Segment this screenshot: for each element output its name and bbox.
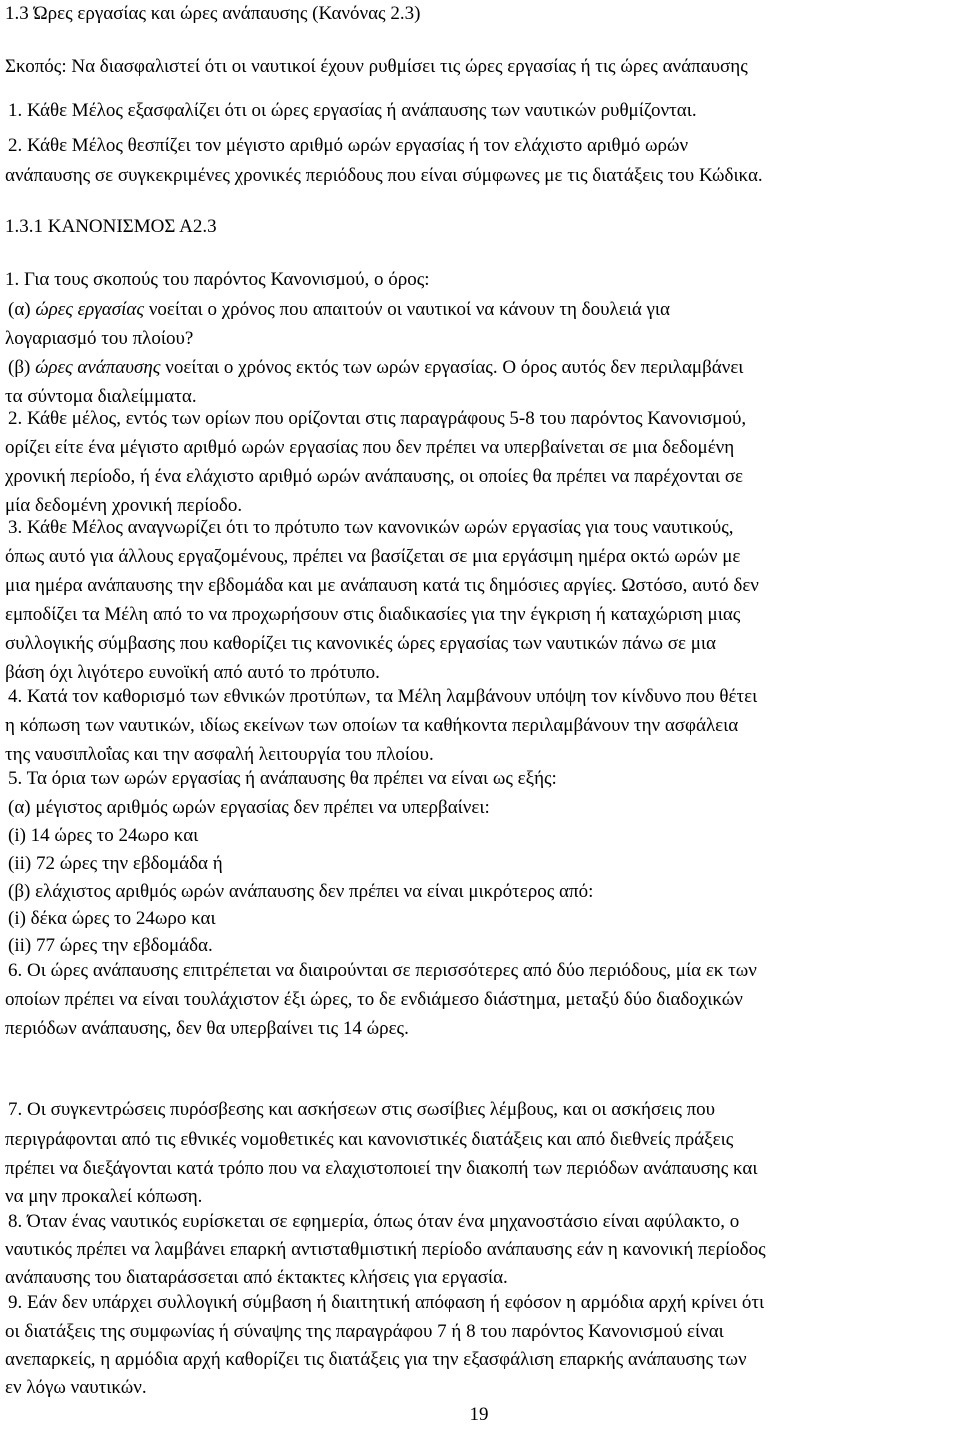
p6-line-1: 6. Οι ώρες ανάπαυσης επιτρέπεται να διαιρούνται σε περισσότερες από δύο περιόδους, μία εκ των	[8, 960, 757, 981]
p5-line-2: (α) μέγιστος αριθμός ωρών εργασίας δεν πρέπει να υπερβαίνει:	[8, 797, 490, 818]
p3-line-5: συλλογικής σύμβασης που καθορίζει τις κανονικές ώρες εργασίας των ναυτικών πάνω σε μια	[5, 633, 716, 654]
p6-line-3: περιόδων ανάπαυσης, δεν θα υπερβαίνει τις 14 ώρες.	[5, 1018, 409, 1039]
p1-a-line-2: λογαριασμό του πλοίου?	[5, 328, 194, 349]
p7-line-3: πρέπει να διεξάγονται κατά τρόπο που να ελαχιστοποιεί την διακοπή των περιόδων ανάπαυσης και	[5, 1158, 758, 1179]
p9-line-3: ανεπαρκείς, η αρμόδια αρχή καθορίζει τις διατάξεις για την εξασφάλιση επαρκής ανάπαυσης των	[5, 1349, 747, 1370]
p2-line-4: μία δεδομένη χρονική περίοδο.	[5, 495, 243, 516]
p1-b-rest: νοείται ο χρόνος εκτός των ωρών εργασίας. Ο όρος αυτός δεν περιλαμβάνει	[160, 357, 744, 378]
p5-line-4: (ii) 72 ώρες την εβδομάδα ή	[8, 853, 223, 874]
p8-line-1: 8. Όταν ένας ναυτικός ευρίσκεται σε εφημερία, όπως όταν ένα μηχανοστάσιο είναι αφύλακτο, ο	[8, 1211, 740, 1232]
p5-line-6: (i) δέκα ώρες το 24ωρο και	[8, 908, 216, 929]
p3-line-3: μια ημέρα ανάπαυσης την εβδομάδα και με ανάπαυση κατά τις δημόσιες αργίες. Ωστόσο, αυτό δεν	[5, 575, 759, 596]
p4-line-1: 4. Κατά τον καθορισμό των εθνικών προτύπων, τα Μέλη λαμβάνουν υπόψη τον κίνδυνο που θέτει	[8, 686, 758, 707]
p1-a-rest: νοείται ο χρόνος που απαιτούν οι ναυτικοί να κάνουν τη δουλειά για	[144, 299, 670, 320]
p7-line-2: περιγράφονται από τις εθνικές νομοθετικές και κανονιστικές διατάξεις και από διεθνείς πράξεις	[5, 1129, 734, 1150]
p4-line-2: η κόπωση των ναυτικών, ιδίως εκείνων των οποίων τα καθήκοντα περιλαμβάνουν την ασφάλεια	[5, 715, 739, 736]
p3-line-6: βάση όχι λιγότερο ευνοϊκή από αυτό το πρότυπο.	[5, 662, 380, 683]
p7-line-4: να μην προκαλεί κόπωση.	[5, 1186, 203, 1207]
section-heading: 1.3.1 ΚΑΝΟΝΙΣΜΟΣ Α2.3	[5, 216, 217, 237]
rule-line-2: 2. Κάθε Μέλος θεσπίζει τον μέγιστο αριθμό ωρών εργασίας ή τον ελάχιστο αριθμό ωρών	[8, 135, 689, 156]
p5-line-1: 5. Τα όρια των ωρών εργασίας ή ανάπαυσης θα πρέπει να είναι ως εξής:	[8, 768, 557, 789]
p1-b-line-2: τα σύντομα διαλείμματα.	[5, 386, 197, 407]
p9-line-1: 9. Εάν δεν υπάρχει συλλογική σύμβαση ή διαιτητική απόφαση ή εφόσον η αρμόδια αρχή κρίνει ότι	[8, 1292, 765, 1313]
p8-line-2: ναυτικός πρέπει να λαμβάνει επαρκή αντισταθμιστική περίοδο ανάπαυσης εάν η κανονική περίοδος	[5, 1239, 766, 1260]
term-working-hours: ώρες εργασίας	[35, 299, 145, 320]
p9-line-2: οι διατάξεις της συμφωνίας ή σύναψης της παραγράφου 7 ή 8 του παρόντος Κανονισμού είναι	[5, 1321, 724, 1342]
p3-line-1: 3. Κάθε Μέλος αναγνωρίζει ότι το πρότυπο των κανονικών ωρών εργασίας για τους ναυτικούς,	[8, 517, 734, 538]
p4-line-3: της ναυσιπλοΐας και την ασφαλή λειτουργία του πλοίου.	[5, 744, 434, 765]
p1-a-prefix: (α)	[8, 299, 36, 320]
p6-line-2: οποίων πρέπει να είναι τουλάχιστον έξι ώρες, το δε ενδιάμεσο διάστημα, μεταξύ δύο διαδοχικών	[5, 989, 743, 1010]
p1-a-line	[8, 298, 670, 322]
p5-line-3: (i) 14 ώρες το 24ωρο και	[8, 825, 199, 846]
p1-b-prefix: (β)	[8, 357, 36, 378]
p3-line-2: όπως αυτό για άλλους εργαζομένους, πρέπει να βασίζεται σε μια εργάσιμη ημέρα οκτώ ωρών με	[5, 546, 741, 567]
p1-line-1: 1. Για τους σκοπούς του παρόντος Κανονισμού, ο όρος:	[5, 269, 430, 290]
p2-line-1: 2. Κάθε μέλος, εντός των ορίων που ορίζονται στις παραγράφους 5-8 του παρόντος Κανονισμού,	[8, 408, 747, 429]
p2-line-3: χρονική περίοδο, ή ένα ελάχιστο αριθμό ωρών ανάπαυσης, οι οποίες θα πρέπει να παρέχονται σε	[5, 466, 744, 487]
p5-line-7: (ii) 77 ώρες την εβδομάδα.	[8, 935, 213, 956]
p5-line-5: (β) ελάχιστος αριθμός ωρών ανάπαυσης δεν πρέπει να είναι μικρότερος από:	[8, 881, 594, 902]
p9-line-4: εν λόγω ναυτικών.	[5, 1377, 147, 1398]
purpose-line: Σκοπός: Να διασφαλιστεί ότι οι ναυτικοί έχουν ρυθμίσει τις ώρες εργασίας ή τις ώρες ανάπαυσης	[5, 56, 748, 77]
section-title: 1.3 Ώρες εργασίας και ώρες ανάπαυσης (Κανόνας 2.3)	[5, 3, 421, 24]
rule-line-1: 1. Κάθε Μέλος εξασφαλίζει ότι οι ώρες εργασίας ή ανάπαυσης των ναυτικών ρυθμίζονται.	[8, 100, 697, 121]
page-number: 19	[469, 1404, 489, 1425]
p1-b-line	[8, 356, 743, 380]
rule-line-3: ανάπαυσης σε συγκεκριμένες χρονικές περιόδους που είναι σύμφωνες με τις διατάξεις του Κώδικα.	[5, 165, 763, 186]
p2-line-2: ορίζει είτε ένα μέγιστο αριθμό ωρών εργασίας που δεν πρέπει να υπερβαίνεται σε μια δεδομένη	[5, 437, 735, 458]
p7-line-1: 7. Οι συγκεντρώσεις πυρόσβεσης και ασκήσεων στις σωσίβιες λέμβους, και οι ασκήσεις που	[8, 1099, 716, 1120]
p3-line-4: εμποδίζει τα Μέλη από το να προχωρήσουν στις διαδικασίες για την έγκριση ή καταχώριση μιας	[5, 604, 741, 625]
term-rest-hours: ώρες ανάπαυσης	[35, 357, 161, 378]
p8-line-3: ανάπαυσης του διαταράσσεται από έκτακτες κλήσεις για εργασία.	[5, 1267, 508, 1288]
